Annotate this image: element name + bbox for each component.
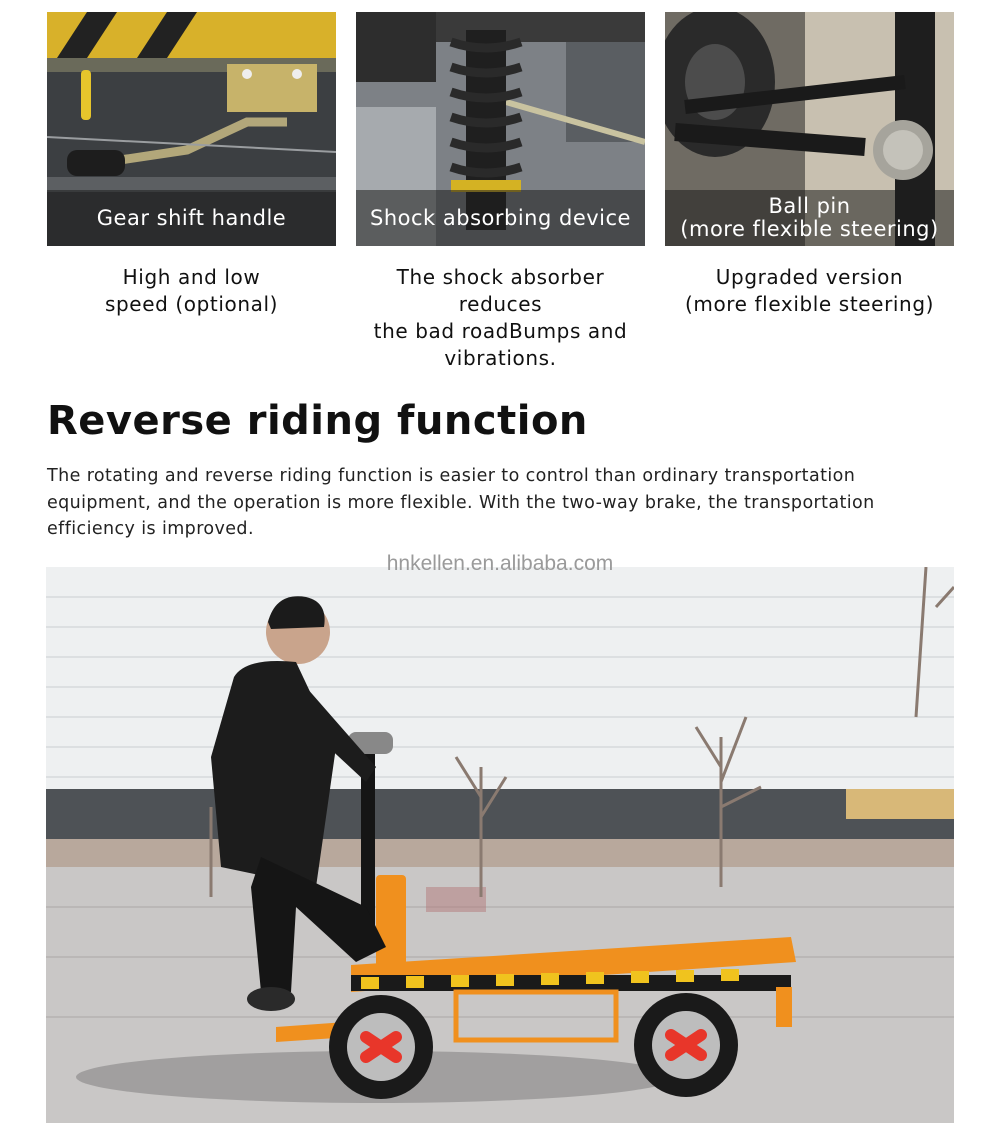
section-title: Reverse riding function	[47, 398, 588, 444]
feature-row	[47, 12, 954, 370]
feature-gear-shift	[47, 12, 336, 318]
ball-pin-overlay	[665, 190, 954, 246]
description-line: The shock absorber reduces	[396, 265, 605, 316]
shock-absorber-overlay	[356, 190, 645, 246]
shock-absorber-description	[356, 264, 645, 372]
shock-absorber-overlay-text: Shock absorbing device	[370, 205, 631, 230]
gear-shift-overlay-text: Gear shift handle	[96, 205, 287, 230]
ball-pin-photo	[665, 12, 954, 246]
feature-ball-pin	[665, 12, 954, 318]
gear-shift-overlay	[47, 190, 336, 246]
ball-pin-overlay-line: Ball pin	[768, 194, 851, 218]
section-body: The rotating and reverse riding function is easier to control than ordinary transportation equipment, and the operation is more flexible. With the two-way brake, the transportation efficiency is improved.	[47, 466, 875, 539]
ball-pin-description	[665, 264, 954, 318]
description-line: the bad roadBumps and	[373, 319, 628, 343]
description-line: vibrations.	[444, 346, 557, 370]
description-line: High and low	[122, 265, 261, 289]
shock-absorber-photo	[356, 12, 645, 246]
hero-photo	[46, 567, 954, 1123]
ball-pin-overlay-line: (more flexible steering)	[680, 217, 939, 241]
feature-shock-absorber	[356, 12, 645, 372]
description-line: speed (optional)	[104, 292, 279, 316]
watermark: hnkellen.en.alibaba.com	[386, 552, 614, 575]
description-line: (more flexible steering)	[684, 292, 935, 316]
description-line: Upgraded version	[715, 265, 904, 289]
electric-flatbed-cart-icon	[46, 567, 954, 1123]
gear-shift-description	[47, 264, 336, 318]
gear-shift-photo	[47, 12, 336, 246]
